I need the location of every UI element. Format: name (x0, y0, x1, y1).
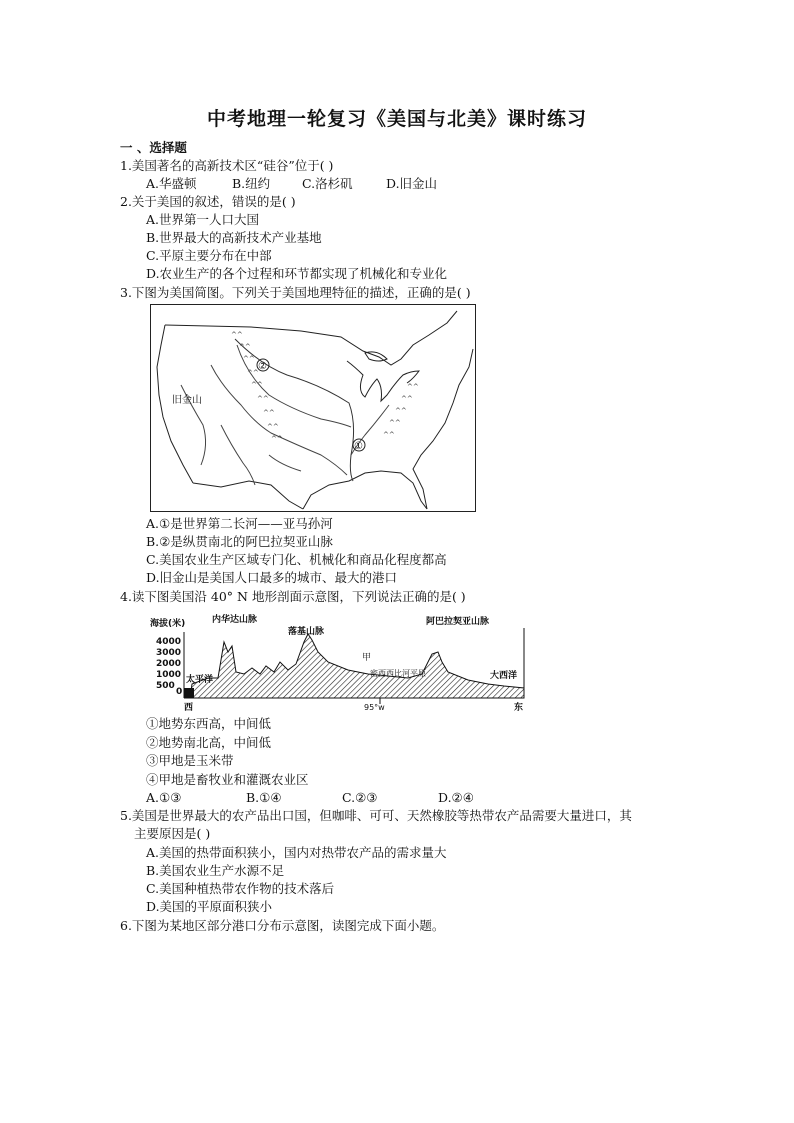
q4-statement-2: ②地势南北高，中间低 (146, 735, 272, 750)
q4-option-d[interactable]: D.②④ (438, 790, 474, 805)
q5-option-a[interactable]: A.美国的热带面积狭小，国内对热带农产品的需求量大 (146, 845, 447, 860)
label-atlantic: 大西洋 (490, 671, 518, 681)
q5-stem-cont: 主要原因是( ) (134, 826, 211, 841)
label-west: 西 (184, 703, 194, 712)
svg-text:^^: ^^ (395, 407, 407, 415)
q4-option-b[interactable]: B.①④ (246, 790, 282, 805)
label-jia: 甲 (362, 653, 372, 663)
q5-option-c[interactable]: C.美国种植热带农作物的技术落后 (146, 881, 335, 896)
svg-text:^^: ^^ (263, 409, 275, 417)
section-heading: 一 、选择题 (120, 140, 187, 155)
q4-statement-4: ④甲地是畜牧业和灌溉农业区 (146, 772, 309, 787)
svg-text:^^: ^^ (267, 423, 279, 431)
q1-option-c[interactable]: C.洛杉矶 (302, 176, 353, 191)
q3-option-d[interactable]: D.旧金山是美国人口最多的城市、最大的港口 (146, 570, 398, 585)
q6-stem: 6.下图为某地区部分港口分布示意图，读图完成下面小题。 (120, 918, 445, 933)
q4-statement-1: ①地势东西高，中间低 (146, 716, 272, 731)
q1-option-d[interactable]: D.旧金山 (386, 176, 438, 191)
svg-text:^^: ^^ (407, 383, 419, 391)
q3-option-c[interactable]: C.美国农业生产区域专门化、机械化和商品化程度都高 (146, 552, 447, 567)
svg-text:^^: ^^ (271, 435, 283, 443)
svg-text:^^: ^^ (389, 419, 401, 427)
svg-text:^^: ^^ (239, 343, 251, 351)
ytick-0: 0 (176, 687, 183, 697)
label-nevada: 内华达山脉 (212, 615, 258, 625)
svg-text:^^: ^^ (383, 431, 395, 439)
q5-stem: 5.美国是世界最大的农产品出口国，但咖啡、可可、天然橡胶等热带农产品需要大量进口，其 (120, 808, 632, 823)
label-meridian: 95°w (364, 703, 385, 712)
map-marker-2: ② (258, 361, 267, 372)
ytick-500: 500 (156, 681, 175, 691)
svg-text:^^: ^^ (247, 369, 259, 377)
q2-option-d[interactable]: D.农业生产的各个过程和环节都实现了机械化和专业化 (146, 266, 448, 281)
ytick-1000: 1000 (156, 670, 182, 680)
terrain-profile-drawing (148, 612, 528, 712)
svg-text:^^: ^^ (231, 331, 243, 339)
q3-option-a[interactable]: A.①是世界第二长河——亚马孙河 (146, 516, 333, 531)
q3-option-b[interactable]: B.②是纵贯南北的阿巴拉契亚山脉 (146, 534, 333, 549)
svg-text:^^: ^^ (257, 395, 269, 403)
q4-option-a[interactable]: A.①③ (146, 790, 182, 805)
q1-options (146, 176, 437, 192)
svg-text:^^: ^^ (243, 355, 255, 363)
terrain-profile (148, 612, 528, 712)
q2-option-a[interactable]: A.世界第一人口大国 (146, 212, 260, 227)
q2-option-c[interactable]: C.平原主要分布在中部 (146, 248, 272, 263)
q1-stem: 1.美国著名的高新技术区“硅谷”位于( ) (120, 158, 334, 173)
q5-option-b[interactable]: B.美国农业生产水源不足 (146, 863, 285, 878)
q4-statement-3: ③甲地是玉米带 (146, 753, 234, 768)
us-map (150, 304, 476, 512)
svg-text:^^: ^^ (251, 381, 263, 389)
label-pacific: 太平洋 (186, 675, 214, 685)
q2-stem: 2.关于美国的叙述，错误的是( ) (120, 194, 296, 209)
us-map-drawing (151, 305, 474, 510)
label-plain: 密西西比河平原 (370, 669, 426, 678)
profile-ylabel: 海拔(米) (150, 619, 186, 629)
q3-stem: 3.下图为美国简图。下列关于美国地理特征的描述，正确的是( ) (120, 285, 471, 300)
q1-option-b[interactable]: B.纽约 (232, 176, 271, 191)
q4-stem: 4.读下图美国沿 40° N 地形剖面示意图，下列说法正确的是( ) (120, 589, 466, 604)
q2-option-b[interactable]: B.世界最大的高新技术产业基地 (146, 230, 322, 245)
svg-text:^^: ^^ (401, 395, 413, 403)
ytick-4000: 4000 (156, 637, 182, 647)
q4-options (146, 790, 474, 806)
label-rocky: 落基山脉 (288, 627, 325, 637)
ytick-2000: 2000 (156, 659, 182, 669)
label-appalachian: 阿巴拉契亚山脉 (426, 617, 490, 627)
page-title: 中考地理一轮复习《美国与北美》课时练习 (206, 108, 587, 130)
q4-option-c[interactable]: C.②③ (342, 790, 378, 805)
q1-option-a[interactable]: A.华盛顿 (146, 176, 197, 191)
map-label-san-francisco: 旧金山 (172, 395, 202, 406)
q5-option-d[interactable]: D.美国的平原面积狭小 (146, 899, 273, 914)
ytick-3000: 3000 (156, 648, 182, 658)
map-marker-1: ① (354, 441, 363, 452)
label-east: 东 (514, 703, 524, 712)
